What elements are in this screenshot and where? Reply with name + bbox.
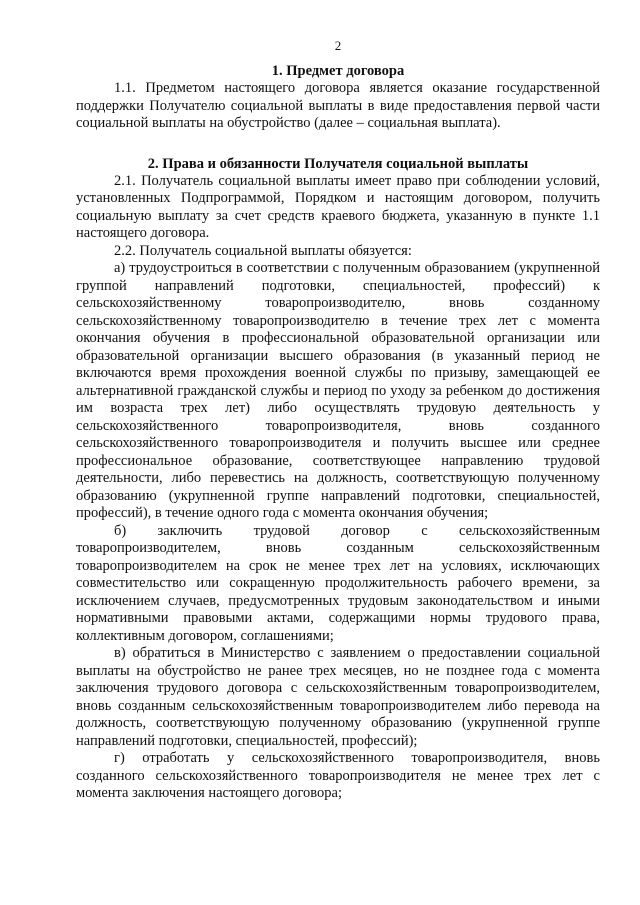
paragraph-2-2: 2.2. Получатель социальной выплаты обязуется: <box>114 242 412 259</box>
section-2-title: 2. Права и обязанности Получателя социальной выплаты <box>147 155 529 172</box>
item-a: а) трудоустроиться в соответствии с полученным образованием (укрупненной группой направлений подготовки, специальностей, профессий) к сельскохозяйственному товаропроизводителю, вновь созданному сельскохозяйственному товаропроизводителю в течение трех лет с момента окончания обучения в профессиональной образовательной организации или образовательной организации высшего образования (в указанный период не включаются время прохождения военной службы по призыву, замещающей ее альтернативной гражданской службы и период по уходу за ребенком до достижения им возраста трех лет) либо осуществлять трудовую деятельность у сельскохозяйственного товаропроизводителя, вновь созданного сельскохозяйственного товаропроизводителя и получить высшее или среднее профессиональное образование, соответствующее направлению трудовой деятельности, либо перевестись на должность, соответствующую полученному образованию (укрупненной группе направлений подготовки, специальностей, профессий), в течение одного года с момента окончания обучения; <box>76 260 600 521</box>
document-page <box>76 38 600 803</box>
paragraph-1-1: 1.1. Предметом настоящего договора является оказание государственной поддержки Получателю социальной выплаты в виде предоставления первой части социальной выплаты на обустройство (далее – социальная выплата). <box>76 80 600 131</box>
item-b: б) заключить трудовой договор с сельскохозяйственным товаропроизводителем, вновь созданным сельскохозяйственным товаропроизводителем на срок не менее трех лет на условиях, исключающих совместительство или сокращенную продолжительность рабочего времени, за исключением случаев, предусмотренных трудовым законодательством и иными нормативными правовыми актами, содержащими нормы трудового права, коллективным договором, соглашениями; <box>76 522 600 644</box>
item-v: в) обратиться в Министерство с заявлением о предоставлении социальной выплаты на обустройство не ранее трех месяцев, но не позднее года с момента заключения трудового договора с сельскохозяйственным товаропроизводителем, вновь созданным сельскохозяйственным товаропроизводителем либо перевода на должность, соответствующую полученному образованию (укрупненной группе направлений подготовки, специальностей, профессий); <box>76 645 600 749</box>
paragraph-2-1: 2.1. Получатель социальной выплаты имеет право при соблюдении условий, установленных Подпрограммой, Порядком и настоящим договором, получить социальную выплату за счет средств краевого бюджета, указанную в пункте 1.1 настоящего договора. <box>76 172 600 241</box>
page-number: 2 <box>334 38 342 53</box>
section-1-title: 1. Предмет договора <box>271 63 405 79</box>
item-g: г) отработать у сельскохозяйственного товаропроизводителя, вновь созданного сельскохозяйственного товаропроизводителя не менее трех лет с момента заключения настоящего договора; <box>76 750 600 801</box>
